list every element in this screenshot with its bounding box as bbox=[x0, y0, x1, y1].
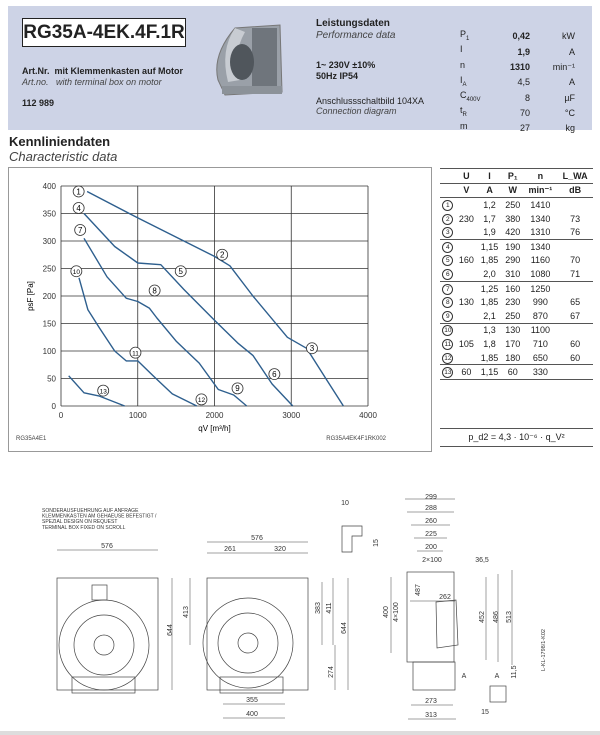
table-cell: 180 bbox=[505, 352, 521, 363]
perf-symbol: m bbox=[460, 120, 468, 131]
table-row bbox=[440, 239, 593, 253]
perf-symbol: $P_1$ bbox=[460, 29, 470, 42]
table-cell: 130 bbox=[458, 297, 474, 308]
characteristic-table bbox=[440, 168, 593, 380]
row-marker: 11 bbox=[440, 337, 456, 351]
y-tick-label: 400 bbox=[42, 182, 56, 191]
dimension-label: 274 bbox=[328, 666, 335, 678]
table-cell: 67 bbox=[570, 310, 581, 321]
curve-marker-label: 10 bbox=[72, 269, 80, 277]
table-row bbox=[440, 212, 593, 226]
curve-marker-label: 6 bbox=[272, 369, 277, 379]
dimension-label: A bbox=[494, 673, 500, 680]
table-cell: 1,7 bbox=[483, 213, 496, 224]
perf-row bbox=[460, 105, 575, 120]
table-cell: 1,3 bbox=[477, 323, 502, 337]
perf-symbol: I bbox=[460, 44, 463, 55]
connection-diagram-en: Connection diagram bbox=[316, 106, 397, 116]
curve-marker-label: 9 bbox=[235, 384, 240, 394]
perf-row bbox=[460, 29, 575, 44]
perf-title-de: Leistungsdaten bbox=[316, 18, 390, 29]
characteristic-curve bbox=[69, 376, 125, 406]
y-tick-label: 100 bbox=[42, 347, 56, 356]
perf-unit: kg bbox=[565, 123, 575, 134]
performance-table bbox=[460, 29, 575, 136]
table-cell: 420 bbox=[505, 227, 521, 238]
frequency-ip: 50Hz IP54 bbox=[316, 71, 359, 81]
perf-row bbox=[460, 44, 575, 59]
supply-voltage: 1~ 230V ±10% bbox=[316, 60, 376, 70]
table-cell: 290 bbox=[505, 255, 521, 266]
dimension-label: 225 bbox=[425, 531, 437, 538]
table-cell: 1250 bbox=[523, 281, 557, 295]
table-cell: 250 bbox=[502, 198, 523, 212]
perf-value: 1,9 bbox=[517, 46, 530, 57]
connection-diagram-de: Anschlussschaltbild 104XA bbox=[316, 96, 425, 106]
dimension-label: 2×100 bbox=[422, 557, 442, 564]
characteristic-curve bbox=[84, 214, 293, 407]
hub-circle bbox=[238, 633, 258, 653]
table-cell: 60 bbox=[570, 338, 581, 349]
x-tick-label: 4000 bbox=[359, 411, 377, 420]
row-marker: 8 bbox=[440, 295, 456, 309]
row-marker: 3 bbox=[440, 225, 456, 239]
table-row bbox=[440, 337, 593, 351]
table-cell: 1160 bbox=[530, 255, 551, 266]
table-cell: 1,2 bbox=[477, 198, 502, 212]
perf-row bbox=[460, 60, 575, 75]
table-unit-cell: dB bbox=[557, 183, 593, 198]
y-tick-label: 200 bbox=[42, 292, 56, 301]
row-marker: 13 bbox=[440, 365, 456, 380]
drawing-note: TERMINAL BOX FIXED ON SCROLL bbox=[42, 524, 126, 531]
table-header bbox=[440, 169, 593, 184]
art-number: 112 989 bbox=[22, 98, 55, 108]
table-cell bbox=[456, 323, 477, 337]
perf-unit: µF bbox=[564, 92, 575, 103]
curve-marker-label: 7 bbox=[77, 225, 83, 235]
row-marker: 12 bbox=[444, 354, 452, 362]
scroll-circle bbox=[59, 600, 149, 690]
chart-footer-right: RG35A4EK4F1RK002 bbox=[326, 436, 386, 442]
perf-value: 0,42 bbox=[512, 31, 530, 42]
table-cell: 1080 bbox=[530, 268, 551, 279]
dimension-label: 15 bbox=[373, 539, 380, 547]
table-cell: 60 bbox=[456, 365, 477, 380]
table-cell: 1410 bbox=[523, 198, 557, 212]
table-cell: 190 bbox=[502, 239, 523, 253]
table-unit-cell: W bbox=[502, 183, 523, 198]
table-cell: 1,9 bbox=[483, 227, 496, 238]
characteristic-curve bbox=[87, 192, 343, 407]
row-marker: 5 bbox=[440, 254, 456, 268]
motor-circle bbox=[74, 615, 134, 675]
perf-unit: °C bbox=[564, 107, 575, 118]
table-cell: 170 bbox=[505, 338, 521, 349]
curve-marker-label: 8 bbox=[152, 286, 157, 296]
table-cell bbox=[557, 239, 593, 253]
table-cell: 2,0 bbox=[483, 268, 496, 279]
dimension-label: 486 bbox=[493, 611, 500, 623]
table-cell: 1340 bbox=[523, 239, 557, 253]
dimension-label: 262 bbox=[439, 594, 451, 601]
table-cell bbox=[456, 267, 477, 281]
table-cell: 60 bbox=[502, 365, 523, 380]
dimension-label: 644 bbox=[167, 624, 174, 636]
dimension-label: 355 bbox=[246, 697, 258, 704]
table-cell: 250 bbox=[505, 310, 521, 321]
row-marker: 10 bbox=[440, 323, 456, 337]
base-left bbox=[72, 677, 135, 693]
perf-value: 70 bbox=[519, 107, 530, 118]
dimension-label: 576 bbox=[251, 535, 263, 542]
dimension-label: 383 bbox=[315, 602, 322, 614]
table-unit-cell: V bbox=[456, 183, 477, 198]
perf-value: 1310 bbox=[509, 61, 530, 72]
detail-a bbox=[490, 686, 506, 702]
y-tick-label: 0 bbox=[51, 402, 56, 411]
table-header-cell: P₁ bbox=[502, 169, 523, 184]
table-cell bbox=[456, 225, 477, 239]
curve-marker-label: 5 bbox=[178, 267, 183, 277]
table-cell: 1,25 bbox=[477, 281, 502, 295]
table-cell: 2,1 bbox=[483, 310, 496, 321]
dimension-label: 261 bbox=[224, 546, 236, 553]
table-cell: 130 bbox=[502, 323, 523, 337]
table-cell bbox=[557, 198, 593, 212]
perf-row bbox=[460, 75, 575, 90]
dynamic-pressure-formula: p_d2 = 4,3 · 10⁻⁶ · q_V² bbox=[440, 428, 593, 447]
table-cell: 330 bbox=[523, 365, 557, 380]
table-cell: 1,85 bbox=[480, 297, 499, 308]
table-cell: 160 bbox=[458, 255, 474, 266]
x-axis-label: qV [m³/h] bbox=[198, 424, 231, 433]
table-header-cell: U bbox=[456, 169, 477, 184]
table-cell: 1100 bbox=[523, 323, 557, 337]
dimension-label: A bbox=[461, 673, 467, 680]
characteristic-chart bbox=[0, 160, 432, 452]
dimension-label: 15 bbox=[481, 709, 489, 716]
perf-symbol: n bbox=[460, 59, 466, 70]
perf-symbol: $C_{400V}$ bbox=[460, 90, 481, 103]
perf-unit: A bbox=[568, 77, 575, 88]
curve-marker-label: 13 bbox=[99, 388, 107, 396]
dimension-label: 288 bbox=[425, 505, 437, 512]
drawing-note: KLEMMENKASTEN AM GEHAEUSE BEFESTIGT / bbox=[42, 513, 157, 520]
dimension-label: 400 bbox=[383, 606, 390, 618]
table-cell: 230 bbox=[458, 213, 474, 224]
table-row bbox=[440, 351, 593, 365]
table-header-cell: I bbox=[477, 169, 502, 184]
table-row bbox=[440, 198, 593, 212]
table-cell: 65 bbox=[570, 297, 581, 308]
row-marker: 2 bbox=[440, 212, 456, 226]
table-cell bbox=[557, 281, 593, 295]
table-cell: 1,15 bbox=[477, 239, 502, 253]
dimension-label: 260 bbox=[425, 518, 437, 525]
y-tick-label: 150 bbox=[42, 319, 56, 329]
perf-value: 4,5 bbox=[517, 77, 530, 88]
dimension-label: 200 bbox=[425, 544, 437, 551]
curve-marker-label: 11 bbox=[132, 350, 139, 358]
footer-bar bbox=[0, 731, 600, 735]
row-marker: 9 bbox=[440, 309, 456, 323]
x-tick-label: 2000 bbox=[205, 411, 224, 420]
model-title: RG35A-4EK.4F.1R bbox=[22, 18, 186, 47]
impeller-blades bbox=[436, 600, 458, 648]
table-row bbox=[440, 295, 593, 309]
dimension-label: 320 bbox=[274, 546, 286, 553]
perf-title-en: Performance data bbox=[316, 30, 396, 41]
table-cell: 1310 bbox=[530, 227, 551, 238]
table-cell bbox=[557, 365, 593, 380]
section-title-en: Characteristic data bbox=[9, 149, 118, 164]
y-tick-label: 300 bbox=[42, 237, 56, 246]
dimension-label: 400 bbox=[246, 711, 258, 718]
perf-unit: min⁻¹ bbox=[552, 61, 575, 72]
y-tick-label: 350 bbox=[42, 209, 56, 219]
table-unit-cell: A bbox=[477, 183, 502, 198]
perf-row bbox=[460, 121, 575, 136]
table-cell: 1340 bbox=[530, 213, 551, 224]
housing-outline-middle bbox=[207, 578, 308, 690]
characteristic-curve bbox=[84, 238, 247, 406]
dimension-label: 36,5 bbox=[475, 557, 489, 564]
bracket-detail bbox=[342, 526, 362, 552]
table-header-cell: L_WA bbox=[557, 169, 593, 184]
perf-value: 27 bbox=[519, 123, 530, 134]
table-cell: 70 bbox=[570, 255, 581, 266]
dimension-label: 10 bbox=[341, 500, 349, 507]
table-cell: 1,8 bbox=[483, 338, 496, 349]
perf-unit: kW bbox=[562, 31, 575, 42]
table-row bbox=[440, 365, 593, 380]
curve-marker-label: 3 bbox=[309, 344, 315, 354]
row-marker: 1 bbox=[440, 198, 456, 212]
drawing-number: L-KL-1798/1-K02 bbox=[541, 629, 547, 671]
hub-circle bbox=[94, 635, 114, 655]
table-cell bbox=[456, 351, 477, 365]
table-cell: 990 bbox=[532, 297, 548, 308]
table-row bbox=[440, 309, 593, 323]
table-cell: 1,85 bbox=[480, 255, 499, 266]
table-cell: 71 bbox=[570, 268, 581, 279]
terminal-box bbox=[92, 585, 107, 600]
table-cell: 230 bbox=[505, 297, 521, 308]
y-axis-label: psF [Pa] bbox=[26, 281, 35, 311]
table-cell: 73 bbox=[570, 213, 581, 224]
table-cell: 710 bbox=[532, 338, 548, 349]
perf-row bbox=[460, 90, 575, 105]
curve-marker-label: 12 bbox=[197, 397, 206, 405]
x-tick-label: 1000 bbox=[128, 411, 147, 420]
table-cell: 650 bbox=[532, 352, 548, 363]
dimension-label: 299 bbox=[425, 494, 437, 501]
dimension-label: 4×100 bbox=[393, 602, 400, 622]
row-marker: 7 bbox=[440, 281, 456, 295]
row-marker: 6 bbox=[440, 267, 456, 281]
x-tick-label: 0 bbox=[58, 411, 64, 420]
table-cell: 310 bbox=[505, 268, 521, 279]
x-tick-label: 3000 bbox=[282, 411, 301, 420]
art-nr-en: Art.no. with terminal box on motor bbox=[22, 77, 162, 87]
y-tick-label: 50 bbox=[47, 374, 56, 384]
curve-marker-label: 2 bbox=[219, 250, 225, 260]
table-cell: 76 bbox=[570, 227, 581, 238]
perf-value: 8 bbox=[524, 92, 530, 103]
table-header-cell: n bbox=[523, 169, 557, 184]
table-cell: 870 bbox=[532, 310, 548, 321]
dimension-label: 513 bbox=[506, 611, 513, 623]
fan-product-image bbox=[210, 20, 295, 100]
table-unit-cell: min⁻¹ bbox=[523, 183, 557, 198]
dimension-label: 576 bbox=[101, 543, 113, 550]
table-cell bbox=[456, 309, 477, 323]
table-row bbox=[440, 267, 593, 281]
table-cell bbox=[456, 281, 477, 295]
table-cell bbox=[456, 239, 477, 253]
chart-footer-left: RG35A4E1 bbox=[16, 436, 47, 442]
table-cell: 1,85 bbox=[480, 352, 499, 363]
perf-unit: A bbox=[568, 46, 575, 57]
drawing-note: SPEZIAL DESIGN ON REQUEST bbox=[42, 519, 118, 526]
art-nr-de: Art.Nr. mit Klemmenkasten auf Motor bbox=[22, 66, 184, 76]
table-row bbox=[440, 225, 593, 239]
curve-marker-label: 1 bbox=[76, 187, 81, 197]
table-cell: 105 bbox=[458, 338, 474, 349]
dimension-drawing bbox=[0, 490, 600, 735]
table-row bbox=[440, 254, 593, 268]
scroll-circle bbox=[203, 598, 293, 688]
perf-symbol: $t_R$ bbox=[460, 105, 467, 119]
drawing-note: SONDERAUSFUEHRUNG AUF ANFRAGE bbox=[42, 508, 139, 514]
base-middle bbox=[220, 677, 283, 693]
curve-marker-label: 4 bbox=[76, 203, 81, 213]
dimension-label: 313 bbox=[425, 712, 437, 719]
dimension-label: 11,5 bbox=[511, 665, 518, 679]
table-row bbox=[440, 281, 593, 295]
perf-symbol: $I_A$ bbox=[460, 74, 467, 88]
row-marker: 4 bbox=[440, 239, 456, 253]
dimension-label: 273 bbox=[425, 698, 437, 705]
dimension-label: 411 bbox=[326, 602, 333, 614]
dimension-label: 413 bbox=[183, 606, 190, 618]
dimension-label: 452 bbox=[479, 611, 486, 623]
table-units bbox=[440, 183, 593, 198]
side-base bbox=[413, 662, 455, 690]
table-cell: 60 bbox=[570, 352, 581, 363]
section-title-de: Kennliniendaten bbox=[9, 134, 111, 149]
table-row bbox=[440, 323, 593, 337]
y-tick-label: 250 bbox=[42, 264, 56, 274]
motor-circle bbox=[218, 613, 278, 673]
housing-outline-left bbox=[57, 578, 158, 690]
table-cell: 160 bbox=[502, 281, 523, 295]
dimension-label: 487 bbox=[415, 584, 422, 596]
table-cell: 380 bbox=[505, 213, 521, 224]
dimension-label: 644 bbox=[341, 622, 348, 634]
table-cell bbox=[557, 323, 593, 337]
table-cell: 1,15 bbox=[477, 365, 502, 380]
table-cell bbox=[456, 198, 477, 212]
